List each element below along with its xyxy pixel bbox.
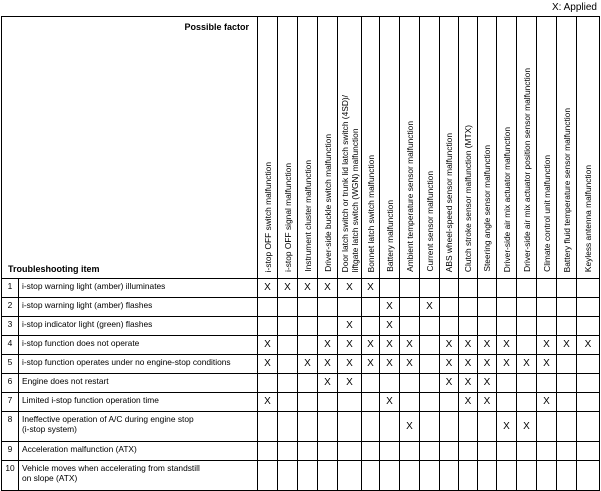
- empty-cell: [278, 412, 298, 442]
- applied-mark: X: [517, 355, 537, 374]
- empty-cell: [478, 461, 497, 491]
- applied-mark: X: [380, 393, 400, 412]
- factor-label-line: i-stop OFF signal malfunction: [282, 163, 293, 272]
- empty-cell: [298, 336, 318, 355]
- troubleshooting-item: [19, 279, 258, 298]
- empty-cell: [440, 442, 459, 461]
- factor-column-header: [318, 17, 338, 279]
- troubleshooting-item-line: i-stop warning light (amber) illuminates: [22, 281, 166, 291]
- troubleshooting-item: [19, 461, 258, 491]
- applied-mark: X: [400, 355, 420, 374]
- table-row: [2, 412, 600, 442]
- empty-cell: [517, 317, 537, 336]
- empty-cell: [298, 317, 318, 336]
- factor-label-line: Driver-side air mix actuator malfunction: [501, 126, 512, 272]
- troubleshooting-item: [19, 336, 258, 355]
- factor-label-line: Current sensor malfunction: [424, 171, 435, 272]
- empty-cell: [298, 461, 318, 491]
- row-number: 6: [2, 374, 19, 393]
- applied-mark: X: [440, 374, 459, 393]
- empty-cell: [478, 317, 497, 336]
- applied-mark: X: [380, 336, 400, 355]
- empty-cell: [298, 374, 318, 393]
- empty-cell: [517, 442, 537, 461]
- applied-mark: X: [537, 336, 557, 355]
- empty-cell: [537, 442, 557, 461]
- factor-label: [405, 121, 415, 272]
- applied-mark: X: [497, 336, 517, 355]
- row-number: 1: [2, 279, 19, 298]
- empty-cell: [420, 393, 440, 412]
- empty-cell: [420, 317, 440, 336]
- factor-label-line: Bonnet latch switch malfunction: [365, 154, 376, 272]
- applied-mark: X: [362, 279, 380, 298]
- applied-mark: X: [298, 279, 318, 298]
- factor-label: [562, 108, 572, 272]
- empty-cell: [537, 279, 557, 298]
- empty-cell: [459, 442, 478, 461]
- empty-cell: [380, 412, 400, 442]
- factor-column-header: [440, 17, 459, 279]
- applied-mark: X: [318, 336, 338, 355]
- applied-mark: X: [362, 355, 380, 374]
- empty-cell: [338, 442, 362, 461]
- factor-label-line: liftgate latch switch (WGN) malfunction: [349, 128, 360, 272]
- factor-label-line: Clutch stroke sensor malfunction (MTX): [463, 124, 473, 272]
- row-number: 10: [2, 461, 19, 491]
- troubleshooting-item: [19, 317, 258, 336]
- empty-cell: [517, 336, 537, 355]
- factor-label: [482, 145, 492, 272]
- applied-mark: X: [380, 317, 400, 336]
- empty-cell: [278, 374, 298, 393]
- empty-cell: [318, 412, 338, 442]
- empty-cell: [517, 374, 537, 393]
- empty-cell: [400, 317, 420, 336]
- factor-label-line: Keyless antenna malfunction: [583, 164, 593, 272]
- factor-label: [463, 125, 473, 272]
- empty-cell: [537, 374, 557, 393]
- header-row: [2, 17, 600, 279]
- factor-column-header: [577, 17, 600, 279]
- empty-cell: [362, 461, 380, 491]
- applied-mark: X: [440, 355, 459, 374]
- header-corner: [2, 17, 258, 279]
- factor-label-line: Driver-side air mix actuator position sensor malfunction: [521, 68, 532, 272]
- empty-cell: [338, 393, 362, 412]
- empty-cell: [557, 412, 577, 442]
- factor-label-line: Steering angle sensor malfunction: [482, 145, 492, 272]
- applied-mark: X: [459, 374, 478, 393]
- factor-label-line: ABS wheel-speed sensor malfunction: [444, 132, 454, 272]
- row-number: 4: [2, 336, 19, 355]
- empty-cell: [420, 442, 440, 461]
- applied-mark: X: [577, 336, 600, 355]
- empty-cell: [258, 412, 278, 442]
- applied-mark: X: [440, 336, 459, 355]
- factor-label-line: Battery malfunction: [384, 200, 395, 272]
- legend: X: Applied: [551, 2, 597, 13]
- factor-label-line: Ambient temperature sensor malfunction: [404, 121, 415, 272]
- troubleshooting-item-line: i-stop function does not operate: [22, 338, 140, 348]
- table-row: [2, 298, 600, 317]
- empty-cell: [478, 298, 497, 317]
- troubleshooting-item: [19, 374, 258, 393]
- factor-label: [340, 95, 360, 272]
- factor-column-header: [362, 17, 380, 279]
- empty-cell: [380, 374, 400, 393]
- factor-label: [502, 127, 512, 272]
- applied-mark: X: [459, 393, 478, 412]
- applied-mark: X: [258, 393, 278, 412]
- empty-cell: [338, 461, 362, 491]
- row-number: 7: [2, 393, 19, 412]
- empty-cell: [420, 336, 440, 355]
- empty-cell: [459, 279, 478, 298]
- troubleshooting-item-line: on slope (ATX): [22, 473, 78, 483]
- empty-cell: [577, 442, 600, 461]
- empty-cell: [537, 317, 557, 336]
- empty-cell: [517, 279, 537, 298]
- empty-cell: [278, 317, 298, 336]
- empty-cell: [577, 317, 600, 336]
- applied-mark: X: [400, 336, 420, 355]
- empty-cell: [362, 374, 380, 393]
- factor-column-header: [517, 17, 537, 279]
- empty-cell: [258, 317, 278, 336]
- factor-label: [263, 162, 273, 272]
- empty-cell: [577, 393, 600, 412]
- table-row: [2, 374, 600, 393]
- empty-cell: [497, 461, 517, 491]
- empty-cell: [577, 461, 600, 491]
- troubleshooting-item-line: Acceleration malfunction (ATX): [22, 444, 137, 454]
- empty-cell: [278, 336, 298, 355]
- factor-label: [323, 134, 333, 272]
- factor-label: [366, 155, 376, 272]
- applied-mark: X: [420, 298, 440, 317]
- table-row: [2, 461, 600, 491]
- empty-cell: [459, 461, 478, 491]
- empty-cell: [478, 279, 497, 298]
- empty-cell: [318, 461, 338, 491]
- factor-column-header: [258, 17, 278, 279]
- applied-mark: X: [318, 279, 338, 298]
- factor-label-line: Instrument cluster malfunction: [302, 160, 313, 272]
- applied-mark: X: [478, 374, 497, 393]
- empty-cell: [278, 461, 298, 491]
- factor-label: [303, 160, 313, 272]
- empty-cell: [420, 461, 440, 491]
- empty-cell: [459, 317, 478, 336]
- applied-mark: X: [338, 336, 362, 355]
- empty-cell: [362, 412, 380, 442]
- troubleshooting-item-line: Limited i-stop function operation time: [22, 395, 159, 405]
- empty-cell: [380, 461, 400, 491]
- troubleshooting-matrix: [1, 16, 600, 491]
- empty-cell: [537, 298, 557, 317]
- empty-cell: [577, 355, 600, 374]
- empty-cell: [440, 317, 459, 336]
- applied-mark: X: [380, 298, 400, 317]
- empty-cell: [517, 298, 537, 317]
- empty-cell: [577, 298, 600, 317]
- table-row: [2, 336, 600, 355]
- empty-cell: [380, 279, 400, 298]
- empty-cell: [577, 374, 600, 393]
- applied-mark: X: [278, 279, 298, 298]
- factor-label: [385, 200, 395, 272]
- empty-cell: [278, 393, 298, 412]
- empty-cell: [318, 317, 338, 336]
- empty-cell: [298, 393, 318, 412]
- factor-column-header: [380, 17, 400, 279]
- possible-factor-label: Possible factor: [184, 22, 249, 32]
- row-number: 2: [2, 298, 19, 317]
- table-row: [2, 393, 600, 412]
- factor-column-header: [278, 17, 298, 279]
- applied-mark: X: [478, 355, 497, 374]
- empty-cell: [258, 461, 278, 491]
- empty-cell: [537, 412, 557, 442]
- factor-label: [542, 155, 552, 272]
- applied-mark: X: [362, 336, 380, 355]
- factor-label-line: Climate control unit malfunction: [541, 155, 552, 272]
- applied-mark: X: [338, 279, 362, 298]
- empty-cell: [318, 298, 338, 317]
- factor-column-header: [338, 17, 362, 279]
- empty-cell: [400, 442, 420, 461]
- empty-cell: [338, 412, 362, 442]
- empty-cell: [459, 298, 478, 317]
- empty-cell: [440, 298, 459, 317]
- table-row: [2, 317, 600, 336]
- empty-cell: [400, 374, 420, 393]
- empty-cell: [440, 412, 459, 442]
- row-number: 8: [2, 412, 19, 442]
- applied-mark: X: [537, 355, 557, 374]
- row-number: 9: [2, 442, 19, 461]
- table-row: [2, 442, 600, 461]
- applied-mark: X: [459, 336, 478, 355]
- factor-label: [583, 165, 593, 272]
- empty-cell: [258, 374, 278, 393]
- empty-cell: [278, 355, 298, 374]
- factor-label: [283, 163, 293, 272]
- factor-column-header: [420, 17, 440, 279]
- empty-cell: [440, 461, 459, 491]
- troubleshooting-item: [19, 412, 258, 442]
- applied-mark: X: [478, 393, 497, 412]
- empty-cell: [497, 279, 517, 298]
- applied-mark: X: [478, 336, 497, 355]
- troubleshooting-item-line: (i-stop system): [22, 424, 77, 434]
- applied-mark: X: [400, 412, 420, 442]
- empty-cell: [537, 461, 557, 491]
- empty-cell: [400, 461, 420, 491]
- empty-cell: [420, 355, 440, 374]
- troubleshooting-item: [19, 442, 258, 461]
- empty-cell: [459, 412, 478, 442]
- troubleshooting-item-line: Vehicle moves when accelerating from standstill: [22, 463, 200, 473]
- applied-mark: X: [258, 336, 278, 355]
- empty-cell: [577, 412, 600, 442]
- empty-cell: [362, 393, 380, 412]
- empty-cell: [478, 412, 497, 442]
- empty-cell: [298, 412, 318, 442]
- empty-cell: [557, 355, 577, 374]
- empty-cell: [362, 442, 380, 461]
- applied-mark: X: [517, 412, 537, 442]
- applied-mark: X: [537, 393, 557, 412]
- empty-cell: [497, 298, 517, 317]
- empty-cell: [497, 374, 517, 393]
- empty-cell: [517, 461, 537, 491]
- row-number: 5: [2, 355, 19, 374]
- factor-column-header: [537, 17, 557, 279]
- empty-cell: [497, 317, 517, 336]
- applied-mark: X: [298, 355, 318, 374]
- empty-cell: [557, 374, 577, 393]
- factor-label: [444, 133, 454, 272]
- empty-cell: [318, 442, 338, 461]
- factor-column-header: [478, 17, 497, 279]
- applied-mark: X: [497, 355, 517, 374]
- factor-label-line: Door latch switch or trunk lid latch switch (4SD)/: [339, 94, 350, 272]
- empty-cell: [362, 317, 380, 336]
- empty-cell: [557, 298, 577, 317]
- empty-cell: [420, 279, 440, 298]
- troubleshooting-item: [19, 298, 258, 317]
- empty-cell: [400, 393, 420, 412]
- factor-column-header: [459, 17, 478, 279]
- empty-cell: [318, 393, 338, 412]
- empty-cell: [362, 298, 380, 317]
- factor-label: [522, 68, 532, 272]
- applied-mark: X: [497, 412, 517, 442]
- empty-cell: [380, 442, 400, 461]
- troubleshooting-item-label: Troubleshooting item: [8, 264, 100, 274]
- applied-mark: X: [318, 374, 338, 393]
- factor-column-header: [497, 17, 517, 279]
- empty-cell: [298, 442, 318, 461]
- troubleshooting-item-line: i-stop function operates under no engine-stop conditions: [22, 357, 231, 367]
- troubleshooting-item-line: i-stop indicator light (green) flashes: [22, 319, 153, 329]
- table-row: [2, 355, 600, 374]
- troubleshooting-item: [19, 355, 258, 374]
- empty-cell: [400, 279, 420, 298]
- empty-cell: [478, 442, 497, 461]
- factor-label-line: i-stop OFF switch malfunction: [262, 161, 273, 272]
- applied-mark: X: [338, 374, 362, 393]
- applied-mark: X: [258, 355, 278, 374]
- empty-cell: [400, 298, 420, 317]
- empty-cell: [258, 442, 278, 461]
- empty-cell: [440, 393, 459, 412]
- empty-cell: [517, 393, 537, 412]
- empty-cell: [440, 279, 459, 298]
- factor-column-header: [557, 17, 577, 279]
- troubleshooting-item-line: Ineffective operation of A/C during engine stop: [22, 414, 194, 424]
- troubleshooting-item-line: i-stop warning light (amber) flashes: [22, 300, 153, 310]
- empty-cell: [420, 374, 440, 393]
- empty-cell: [497, 442, 517, 461]
- applied-mark: X: [338, 317, 362, 336]
- table-row: [2, 279, 600, 298]
- empty-cell: [577, 279, 600, 298]
- factor-label-line: Battery fluid temperature sensor malfunction: [561, 107, 572, 272]
- empty-cell: [557, 442, 577, 461]
- applied-mark: X: [380, 355, 400, 374]
- empty-cell: [278, 298, 298, 317]
- row-number: 3: [2, 317, 19, 336]
- matrix-body: [2, 279, 600, 491]
- factor-label: [425, 171, 435, 272]
- applied-mark: X: [318, 355, 338, 374]
- applied-mark: X: [258, 279, 278, 298]
- empty-cell: [557, 279, 577, 298]
- applied-mark: X: [338, 355, 362, 374]
- applied-mark: X: [557, 336, 577, 355]
- empty-cell: [298, 298, 318, 317]
- empty-cell: [278, 442, 298, 461]
- factor-label-line: Driver-side buckle switch malfunction: [322, 134, 333, 272]
- applied-mark: X: [459, 355, 478, 374]
- empty-cell: [338, 298, 362, 317]
- troubleshooting-item-line: Engine does not restart: [22, 376, 109, 386]
- empty-cell: [557, 393, 577, 412]
- empty-cell: [420, 412, 440, 442]
- factor-column-header: [400, 17, 420, 279]
- empty-cell: [497, 393, 517, 412]
- empty-cell: [557, 317, 577, 336]
- empty-cell: [258, 298, 278, 317]
- factor-column-header: [298, 17, 318, 279]
- troubleshooting-item: [19, 393, 258, 412]
- empty-cell: [557, 461, 577, 491]
